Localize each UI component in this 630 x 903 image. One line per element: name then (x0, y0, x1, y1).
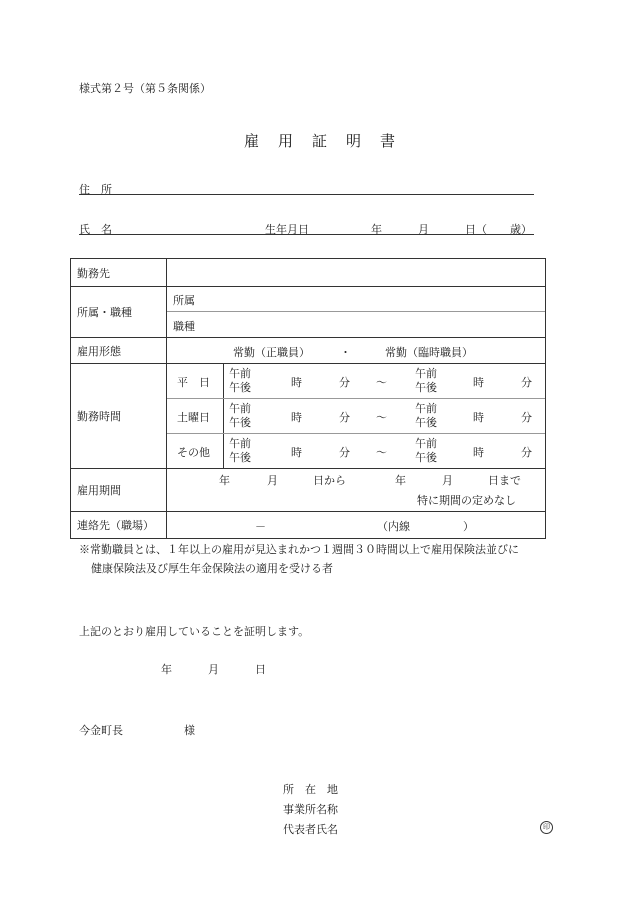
hour-label: 時 (473, 411, 484, 424)
hours-row-other[interactable] (167, 433, 545, 468)
page-title: 雇 用 証 明 書 (244, 132, 398, 150)
job-field[interactable] (167, 312, 545, 337)
option-separator: ・ (340, 346, 351, 359)
minute-label: 分 (339, 376, 350, 389)
note-line-2: 健康保険法及び厚生年金保険法の適用を受ける者 (91, 562, 333, 575)
certify-year: 年 (161, 663, 172, 676)
am-label: 午前 (415, 402, 437, 415)
pm-label: 午後 (415, 451, 437, 464)
birth-label: 生年月日 (265, 223, 309, 236)
addressee: 今金町長 (79, 724, 123, 737)
minute-label: 分 (521, 376, 532, 389)
employment-type-field[interactable] (167, 338, 546, 364)
am-label: 午前 (415, 437, 437, 450)
employer-rep-label: 代表者氏名 (283, 823, 338, 836)
hour-label: 時 (291, 376, 302, 389)
hours-grid (167, 364, 545, 468)
day-label: 平 日 (177, 376, 210, 389)
am-label: 午前 (229, 402, 251, 415)
pm-label: 午後 (229, 451, 251, 464)
contact-dash: － (255, 520, 266, 533)
hour-label: 時 (291, 446, 302, 459)
birth-day-age: 日（ (465, 223, 487, 236)
pm-label: 午後 (229, 416, 251, 429)
period-from-day: 日から (313, 474, 346, 487)
workplace-field[interactable] (167, 259, 546, 287)
minute-label: 分 (521, 446, 532, 459)
period-to-day: 日まで (488, 474, 521, 487)
certify-statement: 上記のとおり雇用していることを証明します。 (79, 625, 310, 638)
period-field[interactable] (167, 469, 545, 511)
employer-location-label: 所 在 地 (283, 783, 338, 796)
period-from-month: 月 (267, 474, 278, 487)
birth-month: 月 (418, 223, 429, 236)
period-to-month: 月 (442, 474, 453, 487)
name-label: 氏 名 (79, 223, 112, 236)
hours-row-saturday[interactable] (167, 398, 545, 434)
tilde-label: ～ (376, 376, 387, 389)
workplace-label: 勤務先 (71, 259, 167, 287)
minute-label: 分 (339, 446, 350, 459)
period-to-year: 年 (395, 474, 406, 487)
day-label: 土曜日 (177, 411, 210, 424)
dept-field[interactable] (167, 287, 545, 312)
employer-office-label: 事業所名称 (283, 803, 338, 816)
am-label: 午前 (415, 367, 437, 380)
hour-label: 時 (291, 411, 302, 424)
hour-label: 時 (473, 446, 484, 459)
addressee-honorific: 様 (184, 724, 195, 737)
employment-form-table (70, 258, 546, 539)
option-fulltime[interactable]: 常勤（正職員） (233, 346, 310, 359)
certify-day: 日 (255, 663, 266, 676)
address-underline[interactable] (79, 194, 534, 195)
contact-label: 連絡先（職場） (71, 512, 167, 539)
birth-year: 年 (371, 223, 382, 236)
pm-label: 午後 (415, 381, 437, 394)
period-none-option[interactable]: 特に期間の定めなし (417, 494, 516, 507)
job-sub-label: 職種 (173, 320, 195, 333)
contact-close: ） (463, 520, 474, 533)
minute-label: 分 (339, 411, 350, 424)
hours-row-weekday[interactable] (167, 364, 545, 399)
form-number: 様式第２号（第５条関係） (79, 82, 211, 95)
pm-label: 午後 (229, 381, 251, 394)
hours-label: 勤務時間 (71, 364, 167, 469)
contact-field[interactable] (167, 512, 545, 538)
am-label: 午前 (229, 437, 251, 450)
am-label: 午前 (229, 367, 251, 380)
contact-extension: （内線 (377, 520, 410, 533)
minute-label: 分 (521, 411, 532, 424)
address-label: 住 所 (79, 183, 112, 196)
seal-icon: 印 (540, 821, 553, 834)
dept-sub-label: 所属 (173, 294, 195, 307)
certify-month: 月 (208, 663, 219, 676)
hour-label: 時 (473, 376, 484, 389)
note-line-1: ※常勤職員とは、１年以上の雇用が見込まれかつ１週間３０時間以上で雇用保険法並びに (79, 543, 519, 556)
pm-label: 午後 (415, 416, 437, 429)
dept-label: 所属・職種 (71, 287, 167, 338)
age-suffix: 歳） (510, 223, 532, 236)
employment-type-label: 雇用形態 (71, 338, 167, 364)
option-temporary[interactable]: 常勤（臨時職員） (385, 346, 473, 359)
name-underline[interactable] (79, 234, 534, 235)
tilde-label: ～ (376, 446, 387, 459)
period-label: 雇用期間 (71, 469, 167, 512)
tilde-label: ～ (376, 411, 387, 424)
period-from-year: 年 (219, 474, 230, 487)
day-label: その他 (177, 446, 210, 459)
